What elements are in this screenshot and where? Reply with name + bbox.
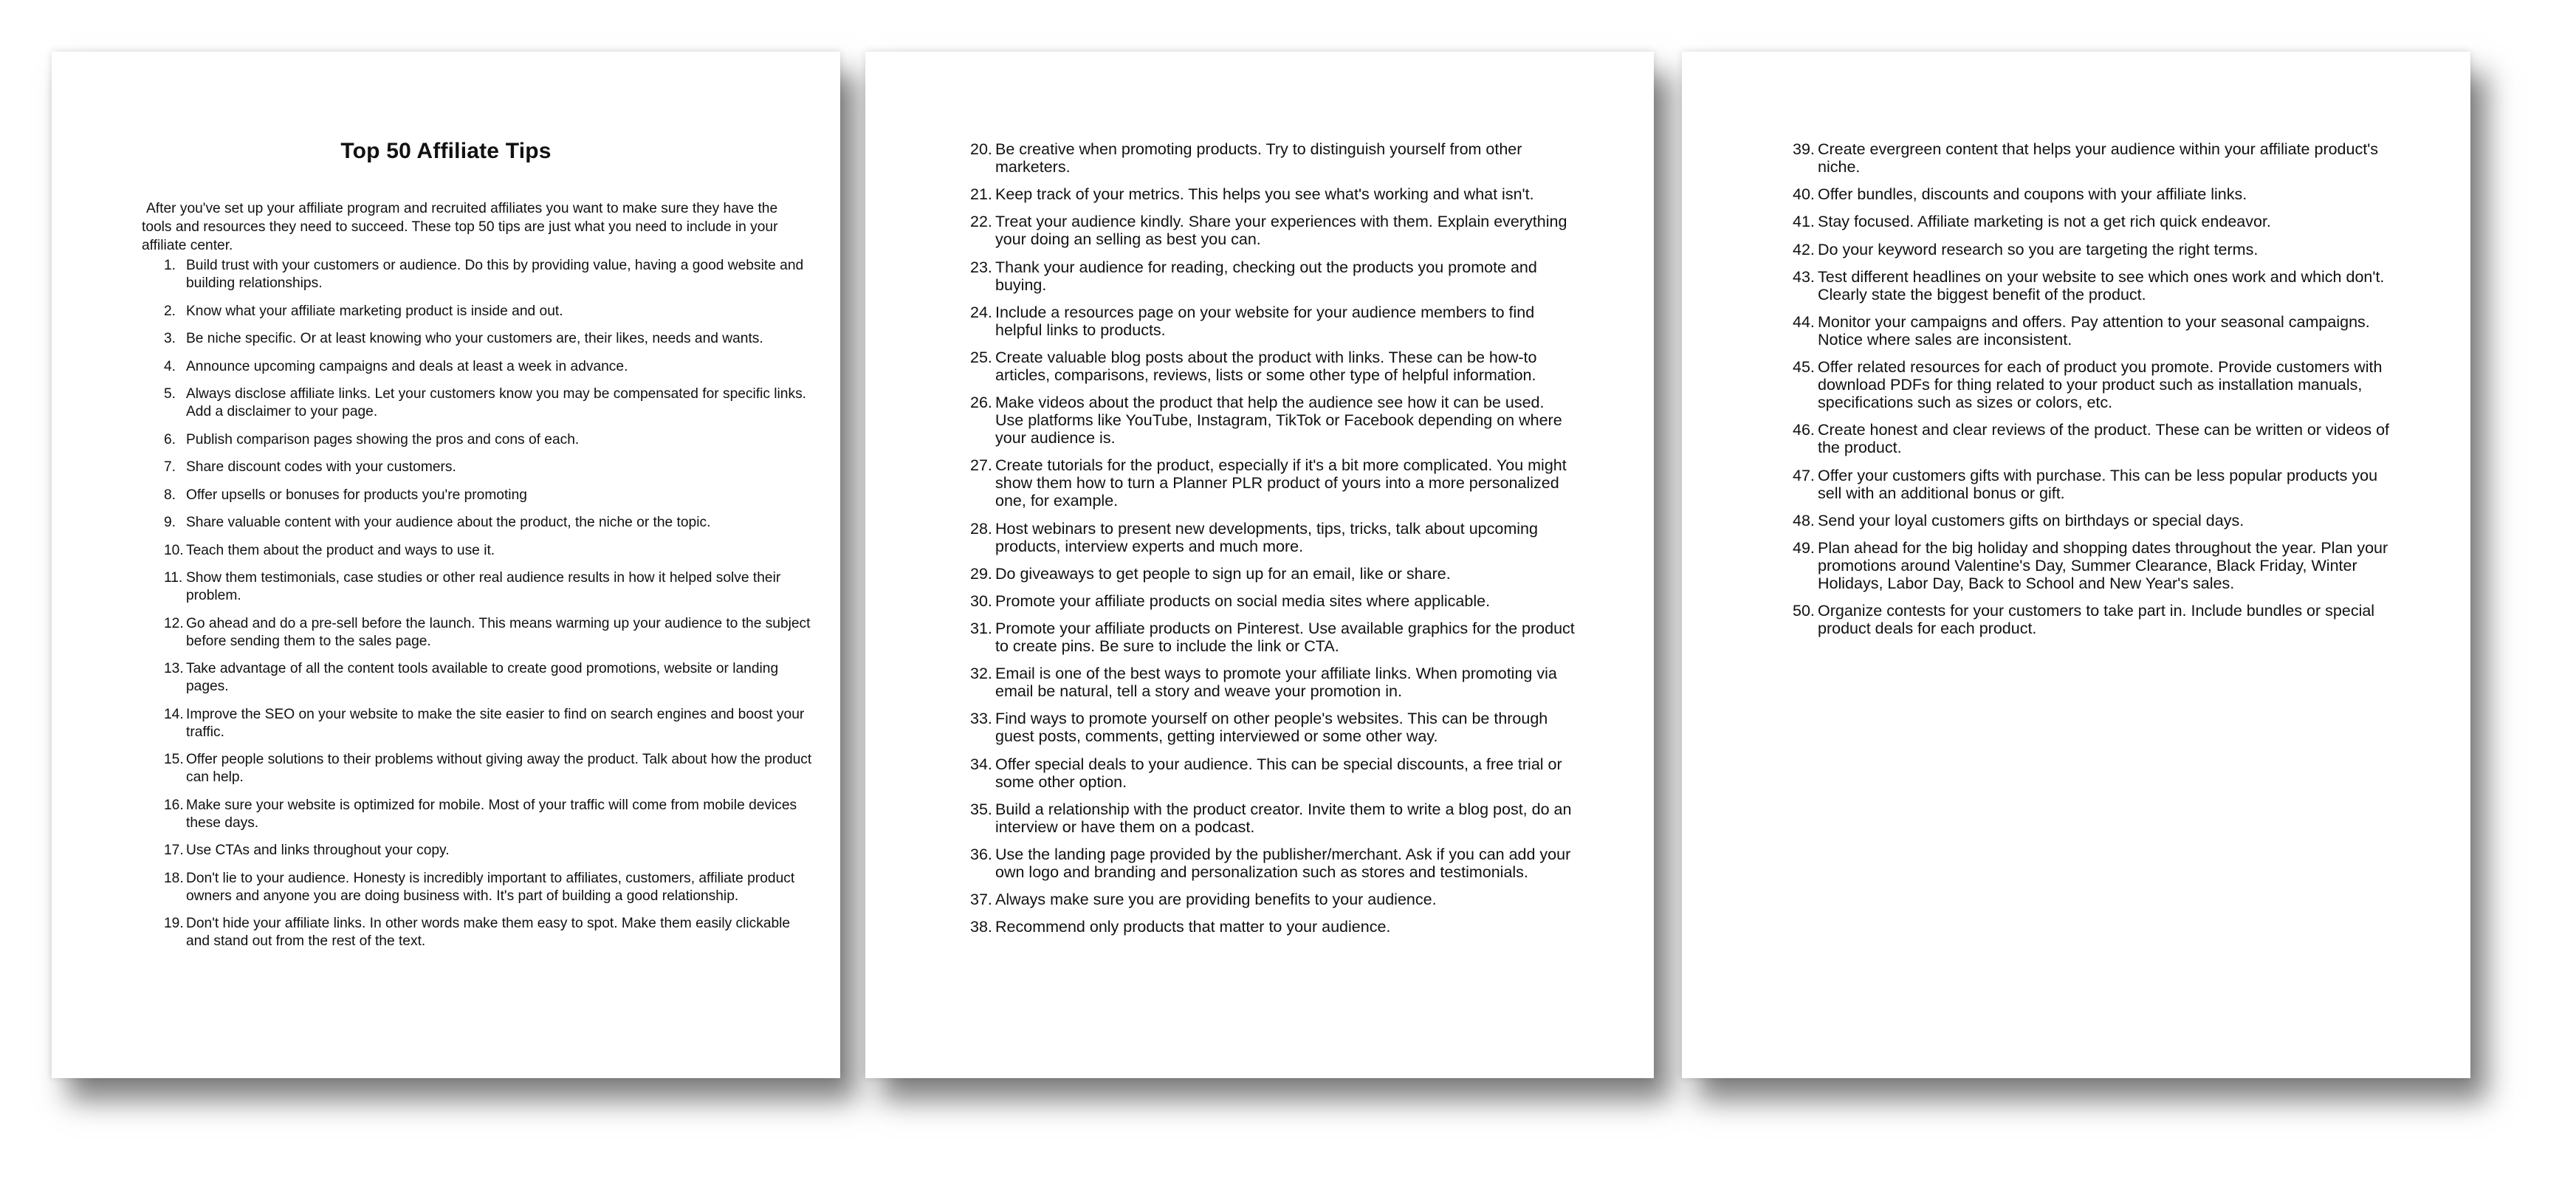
tip-text: Find ways to promote yourself on other people's websites. This can be through guest posts, comments, getting interviewed or some other way.	[995, 710, 1548, 746]
tip-item	[1793, 602, 2405, 637]
tip-item	[1793, 213, 2405, 230]
tips-list	[164, 257, 814, 961]
tip-item	[1793, 467, 2405, 502]
tip-item	[164, 842, 814, 860]
tip-text: Create evergreen content that helps your audience within your affiliate product's niche.	[1818, 140, 2379, 176]
document-title: Top 50 Affiliate Tips	[340, 139, 552, 163]
tip-number: 16.	[164, 797, 184, 813]
tip-number: 8.	[164, 487, 176, 503]
tip-text: Be niche specific. Or at least knowing who your customers are, their likes, needs and wants.	[186, 331, 763, 346]
tip-text: Share valuable content with your audience about the product, the niche or the topic.	[186, 515, 711, 530]
tip-item	[1793, 421, 2405, 456]
tip-number: 5.	[164, 386, 176, 402]
tip-text: Create tutorials for the product, especially if it's a bit more complicated. You might show them how to turn a Planner PLR product of yours into a more personalized one, for example.	[995, 456, 1567, 510]
tip-text: Treat your audience kindly. Share your experiences with them. Explain everything your doing an selling as best you can.	[995, 213, 1567, 249]
tip-number: 34.	[970, 755, 992, 773]
tip-number: 27.	[970, 456, 992, 475]
tip-item	[164, 257, 814, 292]
tip-number: 24.	[970, 303, 992, 321]
tip-number: 23.	[970, 258, 992, 276]
tip-item	[970, 891, 1576, 908]
tip-text: Teach them about the product and ways to use it.	[186, 542, 495, 558]
tip-number: 26.	[970, 394, 992, 412]
tip-text: Offer upsells or bonuses for products you're promoting	[186, 487, 527, 503]
tip-text: Email is one of the best ways to promote your affiliate links. When promoting via email be natural, tell a story and weave your promotion in.	[995, 665, 1557, 701]
tip-item	[970, 592, 1576, 610]
tip-number: 4.	[164, 358, 176, 374]
tip-item	[970, 394, 1576, 447]
tip-item	[970, 520, 1576, 555]
tip-text: Stay focused. Affiliate marketing is not a get rich quick endeavor.	[1818, 213, 2271, 231]
tip-number: 38.	[970, 918, 992, 936]
tip-number: 15.	[164, 752, 184, 767]
tip-number: 37.	[970, 891, 992, 909]
document-page-1	[52, 52, 840, 1078]
tip-number: 19.	[164, 916, 184, 931]
tip-number: 29.	[970, 564, 992, 583]
tip-item	[1793, 241, 2405, 258]
tip-number: 32.	[970, 665, 992, 683]
tip-text: Offer people solutions to their problems without giving away the product. Talk about how the product can help.	[186, 752, 812, 785]
tip-text: Always make sure you are providing benefits to your audience.	[995, 891, 1437, 909]
tip-number: 35.	[970, 800, 992, 818]
tip-text: Send your loyal customers gifts on birthdays or special days.	[1818, 511, 2244, 529]
tip-text: Create valuable blog posts about the product with links. These can be how-to articles, comparisons, reviews, lists or some other type of helpful information.	[995, 348, 1537, 384]
tip-text: Keep track of your metrics. This helps you see what's working and what isn't.	[995, 185, 1534, 204]
tip-item	[1793, 140, 2405, 176]
tip-item	[164, 303, 814, 320]
document-page-3	[1682, 52, 2470, 1078]
tip-number: 39.	[1793, 140, 1815, 158]
tip-item	[970, 185, 1576, 203]
tip-text: Offer related resources for each of product you promote. Provide customers with download PDFs for thing related to your product such as installation manuals, specifications such as sizes or colors, etc.	[1818, 358, 2383, 412]
tip-number: 42.	[1793, 240, 1815, 258]
tip-number: 1.	[164, 258, 176, 273]
tip-item	[164, 514, 814, 532]
tip-item	[1793, 512, 2405, 529]
tip-item	[970, 755, 1576, 791]
tip-number: 45.	[1793, 358, 1815, 377]
tip-text: Thank your audience for reading, checking out the products you promote and buying.	[995, 258, 1537, 294]
tip-text: Use the landing page provided by the publisher/merchant. Ask if you can add your own logo and branding and personalization such as stores and testimonials.	[995, 846, 1571, 881]
tip-item	[970, 620, 1576, 655]
tip-text: Build trust with your customers or audience. Do this by providing value, having a good website and building relationships.	[186, 258, 804, 291]
tip-number: 44.	[1793, 312, 1815, 331]
tip-text: Create honest and clear reviews of the product. These can be written or videos of the product.	[1818, 421, 2390, 457]
tip-number: 2.	[164, 303, 176, 319]
document-page-2	[865, 52, 1654, 1078]
tip-text: Don't hide your affiliate links. In other words make them easy to spot. Make them easily clickable and stand out from the rest of the text.	[186, 916, 791, 949]
tip-text: Always disclose affiliate links. Let your customers know you may be compensated for specific links. Add a disclaimer to your page.	[186, 386, 806, 419]
tip-number: 28.	[970, 519, 992, 538]
tip-number: 7.	[164, 459, 176, 475]
tip-text: Host webinars to present new developments, tips, tricks, talk about upcoming products, interview experts and much more.	[995, 519, 1538, 555]
tip-item	[970, 918, 1576, 936]
tip-number: 17.	[164, 843, 184, 858]
tip-number: 6.	[164, 431, 176, 448]
tip-number: 13.	[164, 661, 184, 676]
tip-number: 9.	[164, 515, 176, 530]
tip-item	[1793, 268, 2405, 304]
tip-item	[164, 915, 814, 950]
tip-text: Be creative when promoting products. Try to distinguish yourself from other marketers.	[995, 140, 1522, 176]
tip-number: 43.	[1793, 267, 1815, 286]
tip-item	[164, 385, 814, 421]
tip-number: 36.	[970, 846, 992, 863]
tip-number: 11.	[164, 570, 183, 586]
tip-item	[164, 431, 814, 449]
tip-item	[1793, 358, 2405, 411]
tip-number: 46.	[1793, 421, 1815, 439]
tip-item	[164, 542, 814, 560]
tip-text: Promote your affiliate products on social media sites where applicable.	[995, 592, 1491, 610]
tip-text: Don't lie to your audience. Honesty is incredibly important to affiliates, customers, affiliate product owners and anyone you are doing business with. It's part of building a good relationship.	[186, 870, 795, 904]
tip-text: Recommend only products that matter to your audience.	[995, 918, 1391, 936]
tip-item	[164, 330, 814, 348]
tip-item	[970, 140, 1576, 176]
tip-text: Include a resources page on your website for your audience members to find helpful links to products.	[995, 303, 1535, 339]
tip-item	[970, 456, 1576, 510]
tip-item	[970, 213, 1576, 248]
tip-number: 12.	[164, 615, 184, 631]
tip-text: Test different headlines on your website to see which ones work and which don't. Clearly state the biggest benefit of the product.	[1818, 267, 2385, 304]
tip-item	[1793, 313, 2405, 349]
tip-item	[970, 846, 1576, 881]
tip-item	[164, 459, 814, 476]
tip-number: 22.	[970, 213, 992, 231]
tip-item	[970, 304, 1576, 339]
tip-text: Share discount codes with your customers.	[186, 459, 456, 475]
tip-item	[970, 349, 1576, 384]
tip-text: Know what your affiliate marketing product is inside and out.	[186, 303, 563, 319]
tip-text: Publish comparison pages showing the pros and cons of each.	[186, 431, 580, 448]
tip-item	[970, 710, 1576, 745]
tip-number: 40.	[1793, 185, 1815, 204]
tip-item	[970, 800, 1576, 836]
tip-text: Go ahead and do a pre-sell before the launch. This means warming up your audience to the subject before sending them to the sales page.	[186, 615, 811, 649]
tip-text: Use CTAs and links throughout your copy.	[186, 843, 450, 858]
tips-list	[970, 140, 1576, 946]
tip-number: 3.	[164, 331, 176, 346]
tip-item	[1793, 539, 2405, 592]
tip-text: Announce upcoming campaigns and deals at least a week in advance.	[186, 358, 628, 374]
tip-item	[164, 797, 814, 832]
tip-item	[970, 565, 1576, 583]
tip-number: 49.	[1793, 538, 1815, 557]
tip-item	[164, 615, 814, 651]
intro-paragraph: After you've set up your affiliate program and recruited affiliates you want to make sure they have the tools and resources they need to succeed. These top 50 tips are just what you need to include in your affiliate center.	[142, 201, 778, 253]
tip-item	[164, 870, 814, 905]
tip-number: 48.	[1793, 511, 1815, 529]
tip-number: 25.	[970, 348, 992, 366]
tip-number: 41.	[1793, 213, 1815, 231]
tip-text: Show them testimonials, case studies or other real audience results in how it helped solve their problem.	[186, 570, 781, 603]
tip-item	[164, 569, 814, 605]
tip-number: 31.	[970, 620, 992, 638]
tip-number: 33.	[970, 710, 992, 728]
tip-text: Build a relationship with the product creator. Invite them to write a blog post, do an interview or have them on a podcast.	[995, 800, 1572, 836]
tip-number: 18.	[164, 870, 184, 886]
tip-text: Offer your customers gifts with purchase. This can be less popular products you sell with an additional bonus or gift.	[1818, 466, 2378, 502]
tip-text: Organize contests for your customers to take part in. Include bundles or special product deals for each product.	[1818, 602, 2375, 638]
tip-text: Do your keyword research so you are targeting the right terms.	[1818, 240, 2259, 258]
tip-item	[1793, 185, 2405, 203]
tip-item	[970, 258, 1576, 294]
tip-number: 50.	[1793, 602, 1815, 620]
tip-number: 30.	[970, 592, 992, 610]
tip-text: Plan ahead for the big holiday and shopping dates throughout the year. Plan your promotions around Valentine's Day, Summer Clearance, Black Friday, Winter Holidays, Labor Day, Back to School and New Year's sales.	[1818, 538, 2388, 592]
tips-list	[1793, 140, 2405, 647]
tip-text: Improve the SEO on your website to make the site easier to find on search engines and boost your traffic.	[186, 706, 805, 740]
tip-item	[970, 665, 1576, 700]
tip-text: Take advantage of all the content tools available to create good promotions, website or landing pages.	[186, 661, 779, 694]
tip-item	[164, 487, 814, 504]
tip-text: Offer special deals to your audience. This can be special discounts, a free trial or some other option.	[995, 755, 1562, 791]
tip-number: 47.	[1793, 466, 1815, 484]
tip-number: 21.	[970, 185, 992, 204]
tip-text: Make sure your website is optimized for mobile. Most of your traffic will come from mobile devices these days.	[186, 797, 797, 831]
tip-text: Do giveaways to get people to sign up for an email, like or share.	[995, 564, 1451, 583]
tip-text: Monitor your campaigns and offers. Pay attention to your seasonal campaigns. Notice where sales are inconsistent.	[1818, 312, 2370, 349]
tip-number: 14.	[164, 706, 184, 722]
tip-item	[164, 660, 814, 696]
tip-text: Make videos about the product that help the audience see how it can be used. Use platforms like YouTube, Instagram, TikTok or Facebook depending on where your audience is.	[995, 394, 1562, 448]
tip-number: 10.	[164, 542, 184, 558]
tip-number: 20.	[970, 140, 992, 158]
tip-item	[164, 706, 814, 741]
tip-item	[164, 358, 814, 376]
tip-text: Offer bundles, discounts and coupons with your affiliate links.	[1818, 185, 2247, 204]
tip-item	[164, 751, 814, 786]
tip-text: Promote your affiliate products on Pinterest. Use available graphics for the product to create pins. Be sure to include the link or CTA.	[995, 620, 1575, 656]
